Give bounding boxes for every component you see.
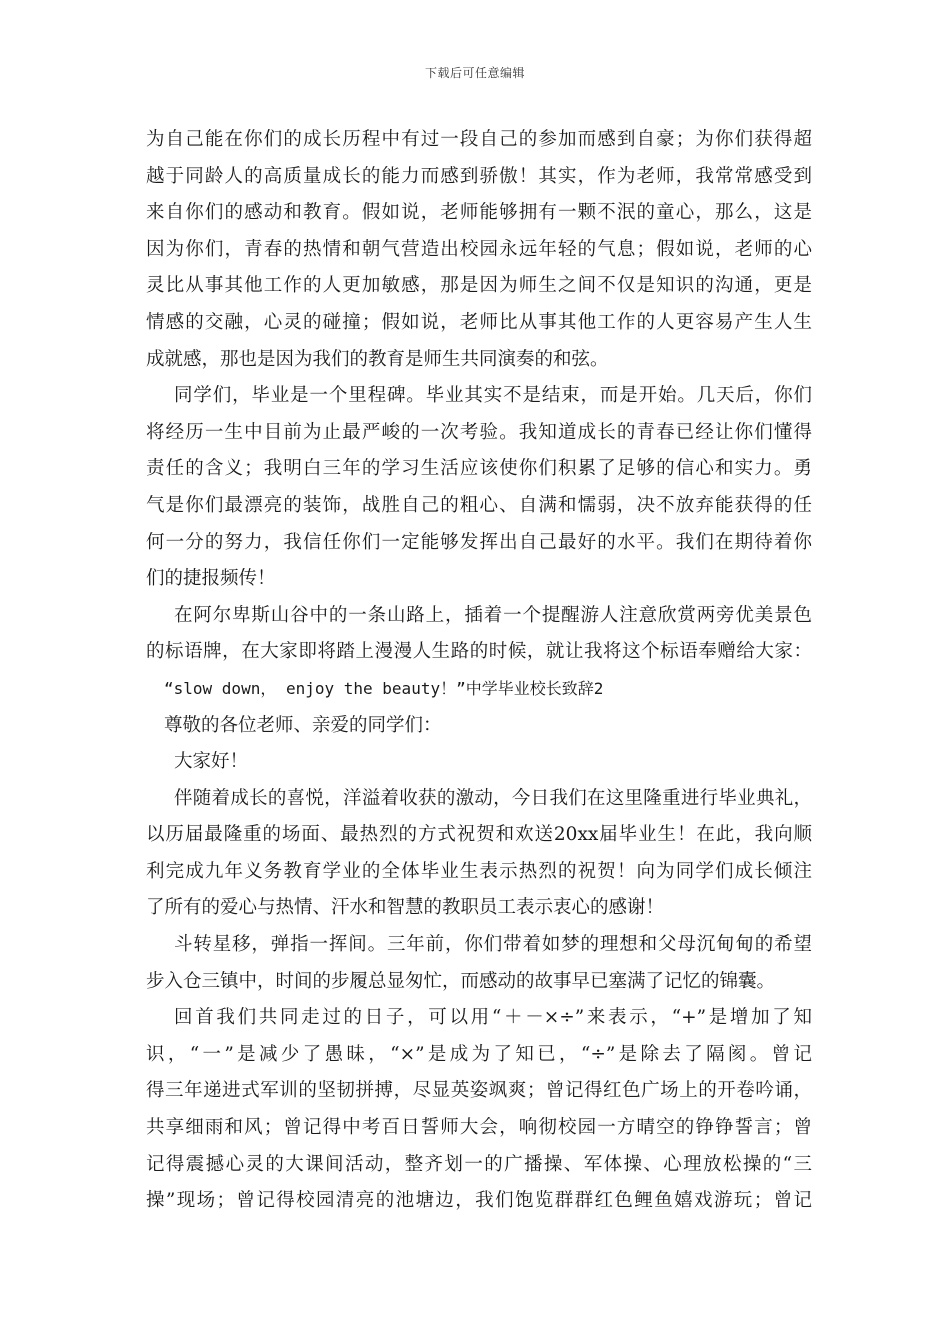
text-line: 步入仓三镇中，时间的步履总显匆忙，而感动的故事早已塞满了记忆的锦囊。 [146,970,776,992]
text-line: 在阿尔卑斯山谷中的一条山路上，插着一个提醒游人注意欣赏两旁优美景色 [174,604,812,626]
document-body [146,122,812,1220]
text-line: 责任的含义；我明白三年的学习生活应该使你们积累了足够的信心和实力。勇 [146,458,812,480]
text-line: 尊敬的各位老师、亲爱的同学们： [164,714,442,736]
text-line: 气是你们最漂亮的装饰，战胜自己的粗心、自满和懦弱，决不放弃能获得的任 [146,494,812,516]
text-line: 回首我们共同走过的日子，可以用“＋－×÷”来表示，“+”是增加了知 [174,1007,812,1029]
text-line: 伴随着成长的喜悦，洋溢着收获的激动，今日我们在这里隆重进行毕业典礼， [174,787,812,809]
text-line [146,671,812,708]
text-line: 操”现场；曾记得校园清亮的池塘边，我们饱览群群红色鲤鱼嬉戏游玩；曾记 [146,1190,812,1212]
text-line: 识，“一”是减少了愚昧，“×”是成为了知已，“÷”是除去了隔阂。曾记 [146,1043,812,1065]
text-line: 情感的交融，心灵的碰撞；假如说，老师比从事其他工作的人更容易产生人生 [146,311,812,333]
text-line: 得三年递进式军训的坚韧拼搏，尽显英姿飒爽；曾记得红色广场上的开卷吟诵， [146,1080,812,1102]
text-line: 斗转星移，弹指一挥间。三年前，你们带着如梦的理想和父母沉甸甸的希望 [174,934,812,956]
text-line: 利完成九年义务教育学业的全体毕业生表示热烈的祝贺！向为同学们成长倾注 [146,860,812,882]
text-line: 共享细雨和风；曾记得中考百日誓师大会，响彻校园一方晴空的铮铮誓言；曾 [146,1117,812,1139]
text-line: 为自己能在你们的成长历程中有过一段自己的参加而感到自豪；为你们获得超 [146,129,812,150]
text-line: 记得震撼心灵的大课间活动，整齐划一的广播操、军体操、心理放松操的“三 [146,1153,812,1175]
text-line: 成就感，那也是因为我们的教育是师生共同演奏的和弦。 [146,348,609,370]
page-header: 下载后可任意编辑 [424,66,525,80]
text-line: 来自你们的感动和教育。假如说，老师能够拥有一颗不泯的童心，那么，这是 [146,202,812,224]
text-line: 将经历一生中目前为止最严峻的一次考验。我知道成长的青春已经让你们懂得 [146,421,812,443]
text-line: 灵比从事其他工作的人更加敏感，那是因为师生之间不仅是知识的沟通，更是 [146,275,812,297]
text-line: 大家好！ [174,751,249,773]
text-line: 何一分的努力，我信任你们一定能够发挥出自己最好的水平。我们在期待着你 [146,531,812,553]
text-line-content: “slow down， enjoy the beauty！”中学毕业校长致辞2 [164,678,604,698]
text-line: 们的捷报频传！ [146,568,276,590]
text-line: 越于同龄人的高质量成长的能力而感到骄傲！其实，作为老师，我常常感受到 [146,165,812,187]
text-line: 以历届最隆重的场面、最热烈的方式祝贺和欢送20xx届毕业生！在此，我向顺 [146,824,812,846]
text-line: 的标语牌，在大家即将踏上漫漫人生路的时候，就让我将这个标语奉赠给大家： [146,641,812,663]
text-line: 因为你们，青春的热情和朝气营造出校园永远年轻的气息；假如说，老师的心 [146,238,812,260]
text-line: 同学们，毕业是一个里程碑。毕业其实不是结束，而是开始。几天后，你们 [174,385,812,407]
text-line: 了所有的爱心与热情、汗水和智慧的教职员工表示衷心的感谢！ [146,897,665,919]
